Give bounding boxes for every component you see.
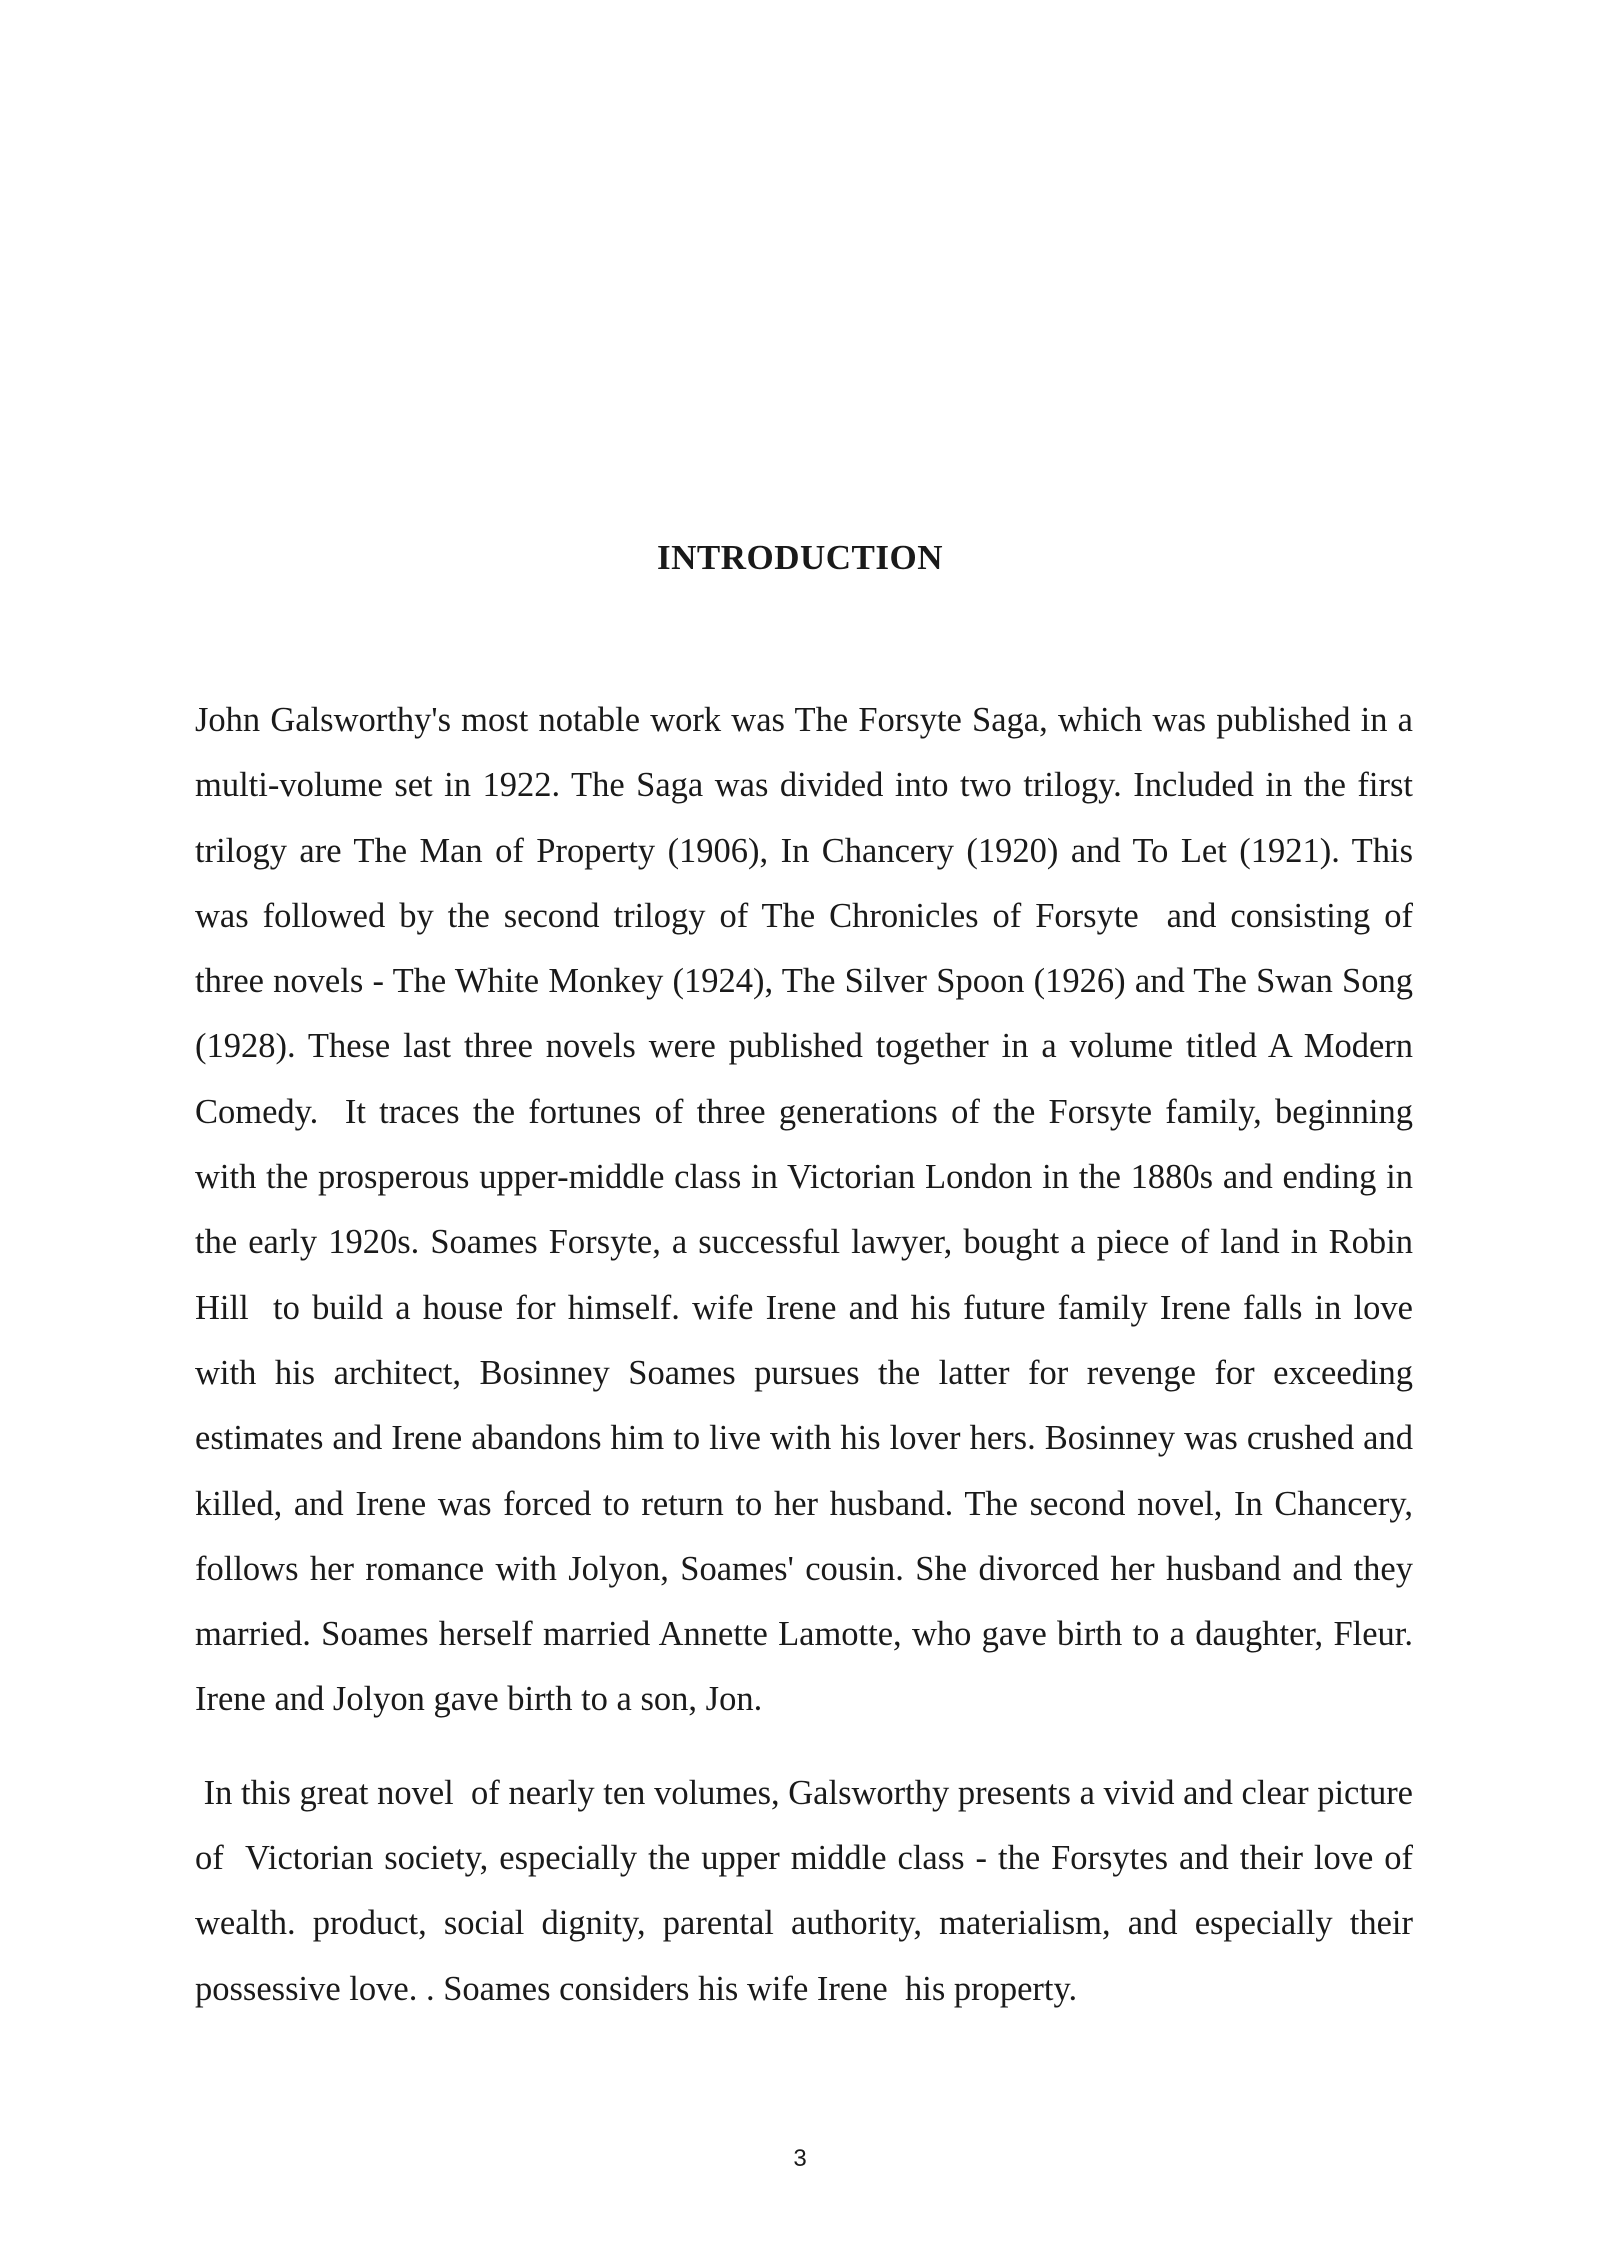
paragraph-2: In this great novel of nearly ten volumes, Galsworthy presents a vivid and clear picture of Victorian society, especially the upper middle class - the Forsytes and their love of wealth. product, social dignity, parental authority, materialism, and especially their possessive love. . Soames considers his wife Irene his property. (195, 1773, 1422, 2008)
page-title: INTRODUCTION (656, 538, 944, 577)
paragraph-1: John Galsworthy's most notable work was The Forsyte Saga, which was published in a multi-volume set in 1922. The Saga was divided into two trilogy. Included in the first trilogy are The Man of Property (1906), In Chancery (1920) and To Let (1921). This was followed by the second trilogy of The Chronicles of Forsyte and consisting of three novels - The White Monkey (1924), The Silver Spoon (1926) and The Swan Song (1928). These last three novels were published together in a volume titled A Modern Comedy. It traces the fortunes of three generations of the Forsyte family, beginning with the prosperous upper-middle class in Victorian London in the 1880s and ending in the early 1920s. Soames Forsyte, a successful lawyer, bought a piece of land in Robin Hill to build a house for himself. wife Irene and his future family Irene falls in love with his architect, Bosinney Soames pursues the latter for revenge for exceeding estimates and Irene abandons him to live with his lover hers. Bosinney was crushed and killed, and Irene was forced to return to her husband. The second novel, In Chancery, follows her romance with Jolyon, Soames' cousin. She divorced her husband and they married. Soames herself married Annette Lamotte, who gave birth to a daughter, Fleur. Irene and Jolyon gave birth to a son, Jon. (195, 701, 1431, 1719)
body-text (195, 688, 1431, 2022)
page-number: 3 (793, 2145, 807, 2172)
